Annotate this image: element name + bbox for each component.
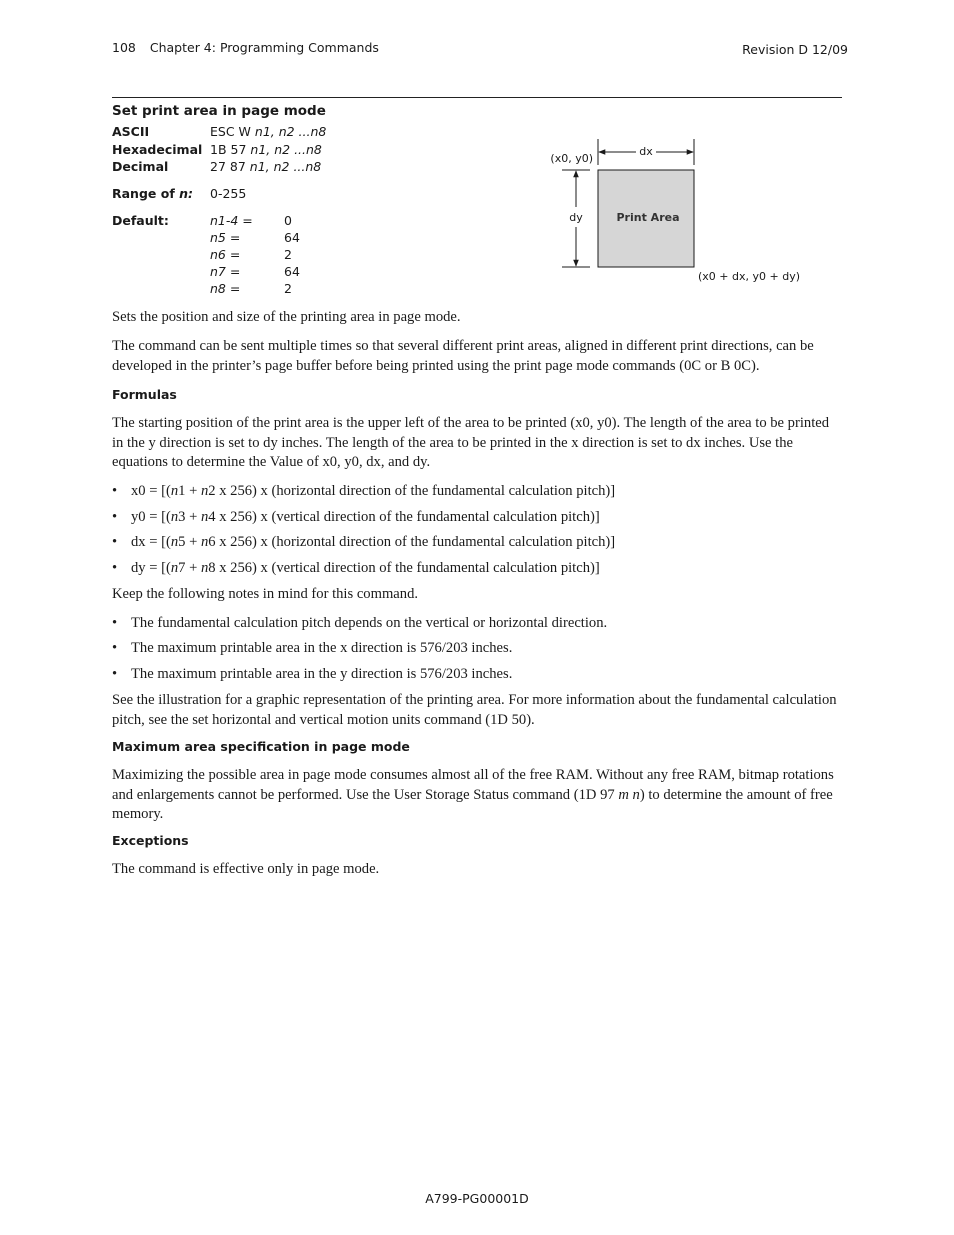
section-heading: Exceptions <box>112 833 189 848</box>
default-var: n6 = <box>210 247 241 262</box>
default-val: 0 <box>284 213 292 228</box>
default-var: n5 = <box>210 230 241 245</box>
paragraph: Sets the position and size of the printing area in page mode. <box>112 309 461 325</box>
formula-item: • dx = [(n5 + n6 x 256) x (horizontal direction of the fundamental calculation pitch)] <box>112 534 616 550</box>
paragraph: The starting position of the print area is the upper left of the area to be printed (x0, y0). The length of the area to be printed in the y direction is set to dy inches. The length of the area to be printed in the x direction is set to dx inches. Use the equations to determine the Value of x0, y0, dx, and dy. <box>112 415 830 470</box>
origin-label: (x0, y0) <box>550 152 593 165</box>
chapter-title: Chapter 4: Programming Commands <box>149 40 379 55</box>
document-id: A799-PG00001D <box>425 1191 529 1206</box>
paragraph: The command is effective only in page mode. <box>112 861 380 877</box>
decimal-label: Decimal <box>112 159 169 174</box>
default-val: 2 <box>284 247 292 262</box>
formula-item: • dy = [(n7 + n8 x 256) x (vertical direction of the fundamental calculation pitch)] <box>112 560 600 576</box>
default-var: n1-4 = <box>210 213 253 228</box>
print-area-label: Print Area <box>616 211 680 224</box>
section-heading: Formulas <box>112 387 177 402</box>
note-item: • The maximum printable area in the x direction is 576/203 inches. <box>112 640 513 656</box>
ascii-label: ASCII <box>112 124 150 139</box>
range-label: Range of n: <box>112 186 194 201</box>
paragraph: Keep the following notes in mind for this command. <box>112 586 419 602</box>
end-coordinate-label: (x0 + dx, y0 + dy) <box>698 270 800 283</box>
hex-value: 1B 57 n1, n2 ...n8 <box>210 142 322 157</box>
dy-label: dy <box>569 211 583 224</box>
dx-label: dx <box>639 145 653 158</box>
page-header-left <box>112 40 379 55</box>
default-val: 64 <box>284 264 300 279</box>
page-number: 108 <box>112 40 136 55</box>
note-item: • The fundamental calculation pitch depends on the vertical or horizontal direction. <box>112 615 608 631</box>
command-title: Set print area in page mode <box>112 103 326 119</box>
header-rule <box>112 97 842 98</box>
default-var: n7 = <box>210 264 241 279</box>
print-area-diagram <box>540 135 810 295</box>
paragraph: Maximizing the possible area in page mode consumes almost all of the free RAM. Without any free RAM, bitmap rotations and enlargements cannot be performed. Use the User Storage Status command (1D 97 m n) to determine the amount of free memory. <box>112 767 834 822</box>
default-var: n8 = <box>210 281 241 296</box>
default-label: Default: <box>112 213 169 228</box>
ascii-value: ESC W n1, n2 ...n8 <box>210 124 327 139</box>
hex-label: Hexadecimal <box>112 142 203 157</box>
note-item: • The maximum printable area in the y direction is 576/203 inches. <box>112 666 513 682</box>
paragraph: See the illustration for a graphic representation of the printing area. For more information about the fundamental calculation pitch, see the set horizontal and vertical motion units command (1D 50). <box>112 692 837 728</box>
paragraph: The command can be sent multiple times so that several different print areas, aligned in different print directions, can be developed in the printer’s page buffer before being printed using the print page mode commands (0C or B 0C). <box>112 338 814 374</box>
decimal-value: 27 87 n1, n2 ...n8 <box>210 159 322 174</box>
range-value: 0-255 <box>210 186 247 201</box>
default-val: 2 <box>284 281 292 296</box>
formula-item: • y0 = [(n3 + n4 x 256) x (vertical direction of the fundamental calculation pitch)] <box>112 509 600 525</box>
section-heading: Maximum area specification in page mode <box>112 739 410 754</box>
default-val: 64 <box>284 230 300 245</box>
revision-label: Revision D 12/09 <box>742 42 848 57</box>
formula-item: • x0 = [(n1 + n2 x 256) x (horizontal direction of the fundamental calculation pitch)] <box>112 483 616 499</box>
